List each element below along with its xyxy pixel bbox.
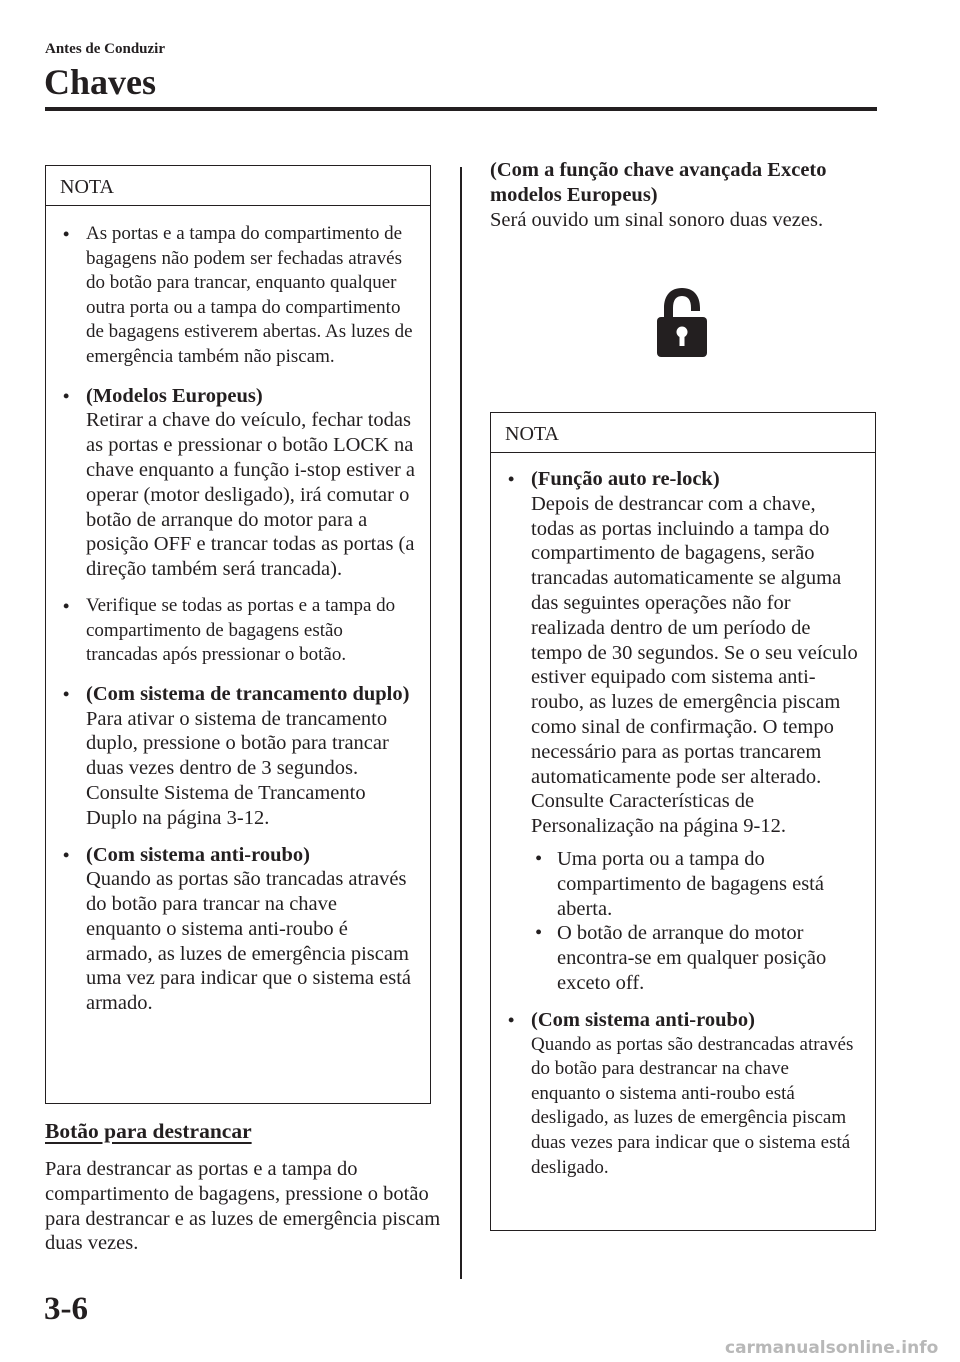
advanced-key-heading: (Com a função chave avançada Exceto modelos Europeus) [490,159,827,206]
note-item-heading: (Com sistema anti-roubo) [86,843,310,866]
note-item-heading: (Modelos Europeus) [86,384,263,407]
condition-item [531,847,861,921]
title-rule [45,107,877,111]
note-item-text: Quando as portas são trancadas através do botão para trancar na chave enquanto o sistema anti-roubo é armado, as luzes de emergência piscam uma vez para indicar que o sistema está armado. [86,868,412,1015]
note-item-text: Retirar a chave do veículo, fechar todas as portas e pressionar o botão LOCK na chave enquanto a função i-stop estiver a operar (motor desligado), irá comutar o botão de arranque do motor para a posição OFF e trancar todas as portas (a direção também será trancada). [86,409,416,581]
bullet-icon: • [508,1009,515,1030]
unlock-button-heading: Botão para destrancar [45,1119,252,1143]
bullet-icon: • [63,385,70,406]
bullet-icon: • [63,683,70,704]
note-item-heading: (Com sistema anti-roubo) [531,1008,755,1031]
note-item-text: As portas e a tampa do compartimento de bagagens não podem ser fechadas através do botão para trancar, enquanto qualquer outra porta ou a tampa do compartimento de bagagens estiverem abertas. As luzes de emergência também não piscam. [86,223,413,367]
unlock-button-paragraph: Para destrancar as portas e a tampa do compartimento de bagagens, pressione o botão para destrancar e as luzes de emergência piscam duas vezes. [45,1158,441,1255]
note-item-text: Para ativar o sistema de trancamento duplo, pressione o botão para trancar duas vezes dentro de 3 segundos. Consulte Sistema de Trancamento Duplo na página 3-12. [86,707,389,829]
advanced-key-text: Será ouvido um sinal sonoro duas vezes. [490,208,824,231]
note-item-text: Verifique se todas as portas e a tampa do compartimento de bagagens estão trancadas após pressionar o botão. [86,594,396,666]
note-label: NOTA [46,166,430,206]
column-divider [460,167,462,1279]
condition-text: Uma porta ou a tampa do compartimento de bagagens está aberta. [557,847,824,920]
bullet-icon: • [535,847,543,870]
advanced-key-block [490,158,880,232]
note-label: NOTA [491,413,875,453]
note-item [63,384,416,582]
note-item-heading: (Com sistema de trancamento duplo) [86,682,410,705]
condition-item [531,921,861,995]
note-box-right [490,412,876,1231]
bullet-icon: • [63,224,70,244]
bullet-icon: • [508,469,515,489]
note-item [63,222,416,370]
note-item-text: Quando as portas são destrancadas através do botão para destrancar na chave enquanto o sistema anti-roubo está desligado, as luzes de emergência piscam duas vezes para indicar que o sistema está desligado. [531,1033,854,1178]
note-item [63,594,416,668]
bullet-icon: • [63,595,70,616]
condition-list [531,847,861,996]
note-item [63,843,416,1017]
note-item [63,682,416,831]
note-item [508,1008,861,1180]
condition-text: O botão de arranque do motor encontra-se em qualquer posição exceto off. [557,922,827,994]
note-item-heading: (Função auto re-lock) [531,468,720,490]
page-title: Chaves [44,62,157,102]
bullet-icon: • [535,922,543,945]
page-number: 3-6 [44,1291,88,1327]
section-label: Antes de Conduzir [45,41,166,57]
watermark: carmanualsonline.info [725,1338,939,1358]
unlocked-padlock-icon [655,285,709,364]
note-item [508,467,861,996]
note-item-text: Depois de destrancar com a chave, todas as portas incluindo a tampa do compartimento de bagagens, serão trancadas automaticamente se alguma das seguintes operações não for realizada dentro de um período de tempo de 30 segundos. Se o seu veículo estiver equipado com sistema anti-roubo, as luzes de emergência piscam como sinal de confirmação. O tempo necessário para as portas trancarem automaticamente pode ser alterado. Consulte Características de Personalização na página 9-12. [531,492,858,838]
note-box-left [45,165,431,1104]
bullet-icon: • [63,844,70,865]
